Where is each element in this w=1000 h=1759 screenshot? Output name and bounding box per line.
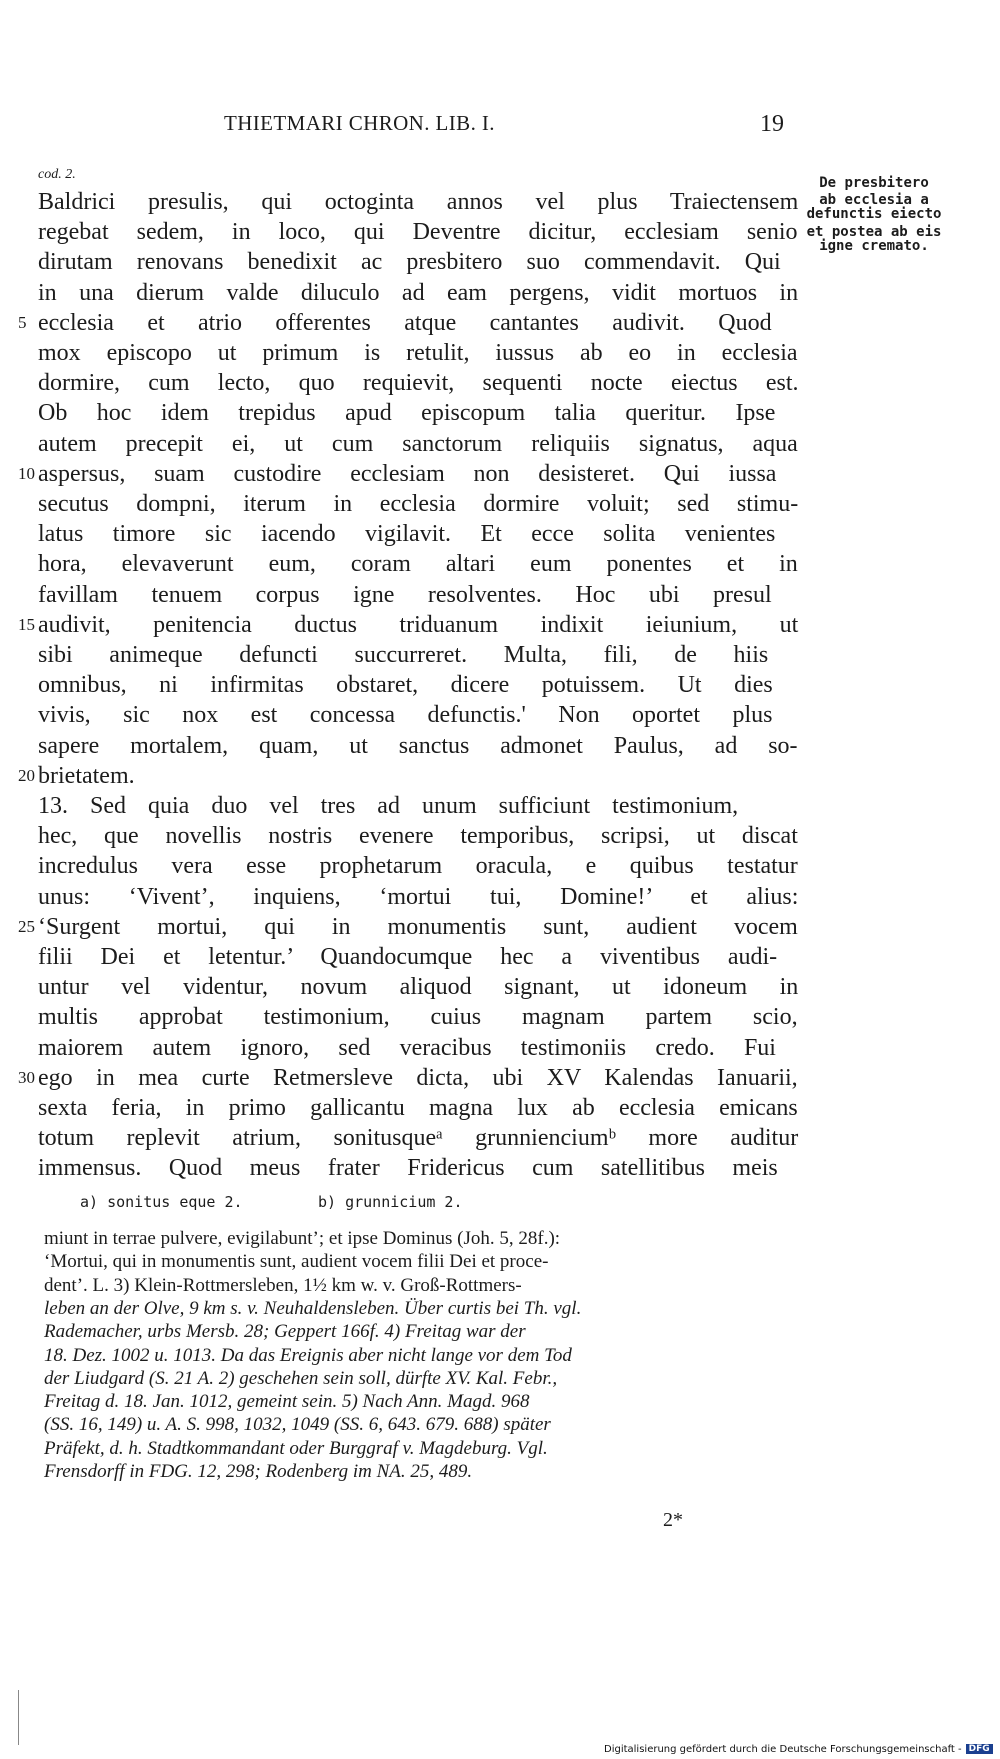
- footnote-line: dent’. L. 3) Klein-Rottmersleben, 1½ km w. v. Groß-Rottmers-: [44, 1275, 522, 1296]
- text-line: favillam tenuem corpus igne resolventes. Hoc ubi presul: [38, 582, 772, 608]
- text-line: dirutam renovans benedixit ac presbitero suo commendavit. Qui: [38, 249, 781, 275]
- text-line: secutus dompni, iterum in ecclesia dormire voluit; sed stimu-: [38, 491, 799, 517]
- text-line: hec, que novellis nostris evenere temporibus, scripsi, ut discat: [38, 823, 798, 849]
- marginal-note-line: et postea ab eis: [806, 224, 942, 240]
- marginal-note-line: De presbitero: [819, 175, 929, 191]
- text-line: sapere mortalem, quam, ut sanctus admonet Paulus, ad so-: [38, 733, 798, 759]
- marginal-note-line: igne cremato.: [819, 238, 929, 254]
- dfg-logo: DFG: [966, 1744, 993, 1754]
- page-number: 19: [760, 111, 784, 137]
- text-line: audivit, penitencia ductus triduanum indixit ieiunium, ut: [38, 612, 799, 638]
- text-line: filii Dei et letentur.’ Quandocumque hec a viventibus audi-: [38, 944, 778, 970]
- text-line: untur vel videntur, novum aliquod signant, ut idoneum in: [38, 974, 799, 1000]
- digitization-credit: [604, 1744, 993, 1758]
- text-line: hora, elevaverunt eum, coram altari eum ponentes et in: [38, 551, 798, 577]
- text-line: Ob hoc idem trepidus apud episcopum talia queritur. Ipse: [38, 400, 776, 426]
- text-line: regebat sedem, in loco, qui Deventre dicitur, ecclesiam senio: [38, 219, 798, 245]
- signature-mark: 2*: [663, 1509, 683, 1531]
- marginal-note: [804, 176, 944, 253]
- footnote-line: Präfekt, d. h. Stadtkommandant oder Burggraf v. Magdeburg. Vgl.: [44, 1438, 548, 1459]
- footnote-line: ‘Mortui, qui in monumentis sunt, audient vocem filii Dei et proce-: [44, 1251, 549, 1272]
- footnote-line: Frensdorff in FDG. 12, 298; Rodenberg im NA. 25, 489.: [44, 1461, 473, 1482]
- text-line: ego in mea curte Retmersleve dicta, ubi XV Kalendas Ianuarii,: [38, 1065, 798, 1091]
- marginal-note-line: ab ecclesia a: [819, 192, 929, 208]
- text-line: multis approbat testimonium, cuius magnam partem scio,: [38, 1004, 798, 1030]
- text-line: incredulus vera esse prophetarum oracula, e quibus testatur: [38, 853, 798, 879]
- footnote-line: der Liudgard (S. 21 A. 2) geschehen sein soll, dürfte XV. Kal. Febr.,: [44, 1368, 558, 1389]
- credit-text: Digitalisierung gefördert durch die Deutsche Forschungsgemeinschaft -: [604, 1744, 962, 1755]
- text-line: unus: ‘Vivent’, inquiens, ‘mortui tui, Domine!’ et alius:: [38, 884, 799, 910]
- scan-edge-line: [18, 1690, 19, 1745]
- text-line: ecclesia et atrio offerentes atque cantantes audivit. Quod: [38, 310, 772, 336]
- footnote-line: Freitag d. 18. Jan. 1012, gemeint sein. 5) Nach Ann. Magd. 968: [44, 1391, 530, 1412]
- footnote-line: (SS. 16, 149) u. A. S. 998, 1032, 1049 (SS. 6, 643. 679. 688) später: [44, 1414, 551, 1435]
- line-number: 15: [18, 615, 35, 634]
- text-line: mox episcopo ut primum is retulit, iussus ab eo in ecclesia: [38, 340, 798, 366]
- text-line: Baldrici presulis, qui octoginta annos vel plus Traiectensem: [38, 189, 799, 215]
- line-number: 10: [18, 464, 35, 483]
- footnote-line: leben an der Olve, 9 km s. v. Neuhaldensleben. Über curtis bei Th. vgl.: [44, 1298, 582, 1319]
- text-line: omnibus, ni infirmitas obstaret, dicere potuissem. Ut dies: [38, 672, 773, 698]
- text-line: latus timore sic iacendo vigilavit. Et ecce solita venientes: [38, 521, 776, 547]
- text-line: brietatem.: [38, 763, 135, 789]
- critical-note-a: a) sonitus eque 2.: [80, 1193, 243, 1211]
- text-line: dormire, cum lecto, quo requievit, sequenti nocte eiectus est.: [38, 370, 799, 396]
- marginal-note-line: defunctis eiecto: [806, 206, 942, 222]
- footnote-line: miunt in terrae pulvere, evigilabunt’; et ipse Dominus (Joh. 5, 28f.):: [44, 1228, 561, 1249]
- critical-note-b: b) grunnicium 2.: [318, 1193, 463, 1211]
- text-line: ‘Surgent mortui, qui in monumentis sunt, audient vocem: [38, 914, 798, 940]
- line-number: 5: [18, 313, 27, 332]
- text-line: autem precepit ei, ut cum sanctorum reliquiis signatus, aqua: [38, 431, 798, 457]
- text-line: immensus. Quod meus frater Fridericus cum satellitibus meis: [38, 1155, 778, 1181]
- text-line: 13. Sed quia duo vel tres ad unum sufficiunt testimonium,: [38, 793, 739, 819]
- footnote-line: Rademacher, urbs Mersb. 28; Geppert 166f. 4) Freitag war der: [44, 1321, 526, 1342]
- text-line: maiorem autem ignoro, sed veracibus testimoniis credo. Fui: [38, 1035, 776, 1061]
- codex-note: cod. 2.: [38, 167, 76, 182]
- running-title: THIETMARI CHRON. LIB. I.: [224, 111, 495, 135]
- text-line: aspersus, suam custodire ecclesiam non desisteret. Qui iussa: [38, 461, 777, 487]
- footnote-line: 18. Dez. 1002 u. 1013. Da das Ereignis aber nicht lange vor dem Tod: [44, 1345, 572, 1366]
- text-line: in una dierum valde diluculo ad eam pergens, vidit mortuos in: [38, 280, 799, 306]
- line-number: 20: [18, 766, 35, 785]
- line-number: 30: [18, 1068, 35, 1087]
- text-line: sexta feria, in primo gallicantu magna lux ab ecclesia emicans: [38, 1095, 798, 1121]
- text-line: totum replevit atrium, sonitusqueᵃ grunnienciumᵇ more auditur: [38, 1125, 799, 1151]
- text-line: sibi animeque defuncti succurreret. Multa, fili, de hiis: [38, 642, 769, 668]
- line-number: 25: [18, 917, 35, 936]
- text-line: vivis, sic nox est concessa defunctis.' Non oportet plus: [38, 702, 773, 728]
